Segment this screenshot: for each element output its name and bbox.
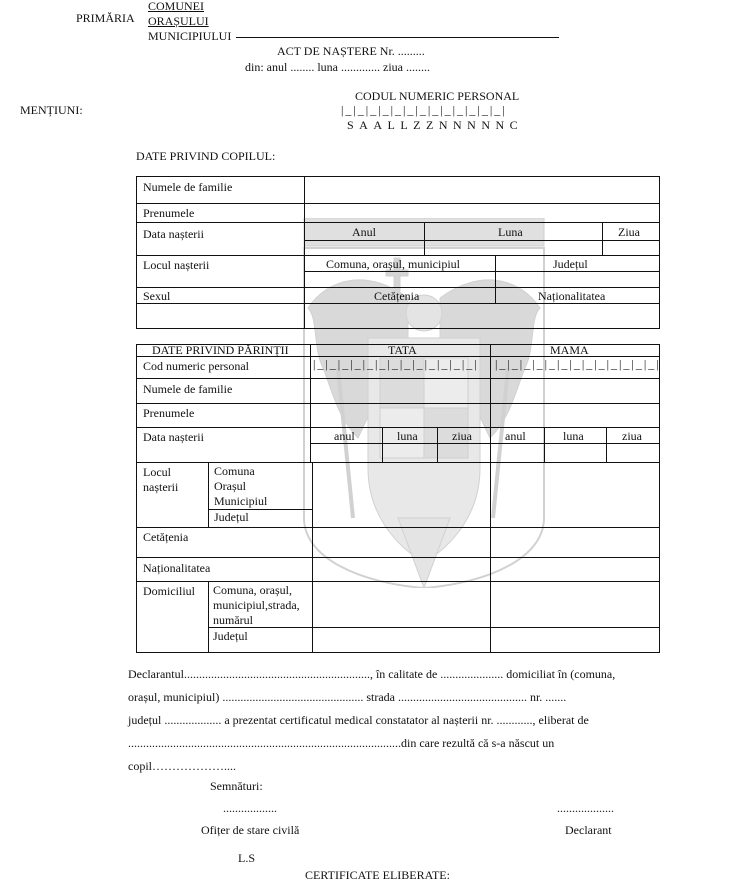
- parents-municipiul-label: Municipiul: [214, 494, 268, 508]
- parents-cod-label: Cod numeric personal: [143, 359, 249, 373]
- parents-mama-label: MAMA: [550, 343, 589, 357]
- declaration-line-4: ...........................................................................................din care rezultă că s-a născut un: [128, 736, 555, 750]
- parents-dom-label-2: municipiul,strada,: [213, 598, 300, 612]
- child-nationalitatea-label: Naționalitatea: [538, 289, 606, 303]
- declaration-line-5: copil………………....: [128, 759, 236, 773]
- child-section-title: DATE PRIVIND COPILUL:: [136, 149, 276, 163]
- mama-cnp-boxes[interactable]: |_|_|_|_|_|_|_|_|_|_|_|_|_|: [495, 357, 661, 371]
- semnaturi-label: Semnături:: [210, 779, 263, 793]
- parents-prenume-label: Prenumele: [143, 406, 195, 420]
- child-luna-label: Luna: [498, 225, 523, 239]
- tata-ziua-label: ziua: [452, 429, 472, 443]
- child-nume-label: Numele de familie: [143, 180, 233, 194]
- child-comuna-label: Comuna, orașul, municipiul: [326, 257, 460, 271]
- tata-anul-label: anul: [334, 429, 355, 443]
- parents-orasul-label: Orașul: [214, 479, 246, 493]
- parents-tata-label: TATA: [388, 343, 417, 357]
- parents-cetatenia-label: Cetățenia: [143, 530, 189, 544]
- certificate-label: CERTIFICATE ELIBERATE:: [305, 868, 450, 882]
- parents-dom-label-3: numărul: [213, 613, 253, 627]
- parents-comuna-label: Comuna: [214, 464, 255, 478]
- child-sexul-label: Sexul: [143, 289, 171, 303]
- mentiuni-label: MENȚIUNI:: [20, 103, 83, 117]
- ofiter-label: Ofițer de stare civilă: [201, 823, 300, 837]
- tata-cnp-boxes[interactable]: |_|_|_|_|_|_|_|_|_|_|_|_|_|: [313, 357, 479, 371]
- tata-luna-label: luna: [397, 429, 418, 443]
- orasului-label: ORAȘULUI: [148, 14, 209, 28]
- parents-dom-judetul-label: Județul: [213, 629, 248, 643]
- parents-nationalitatea-label: Naționalitatea: [143, 561, 211, 575]
- child-judetul-label: Județul: [553, 257, 588, 271]
- parents-domiciliul-label: Domiciliul: [143, 584, 195, 598]
- parents-nume-label: Numele de familie: [143, 382, 233, 396]
- declaration-line-1: Declarantul.............................................................., în calitate de ..................... domiciliat în (comuna,: [128, 667, 616, 681]
- act-title: ACT DE NAȘTERE Nr. .........: [277, 44, 425, 58]
- cnp-letters: SAALLZZNNNNNC: [347, 118, 524, 132]
- child-data-label: Data nașterii: [143, 227, 204, 241]
- header-rule: [236, 37, 559, 38]
- mama-luna-label: luna: [563, 429, 584, 443]
- cnp-boxes[interactable]: |_|_|_|_|_|_|_|_|_|_|_|_|_|: [341, 103, 507, 117]
- parents-data-label: Data nașterii: [143, 430, 204, 444]
- child-locul-label: Locul nașterii: [143, 258, 210, 272]
- parents-locul-label-2: nașterii: [143, 480, 179, 494]
- declarant-label: Declarant: [565, 823, 612, 837]
- cnp-label: CODUL NUMERIC PERSONAL: [355, 89, 520, 103]
- mama-ziua-label: ziua: [622, 429, 642, 443]
- comunei-label: COMUNEI: [148, 0, 204, 13]
- child-anul-label: Anul: [352, 225, 376, 239]
- parents-locul-label-1: Locul: [143, 465, 171, 479]
- child-cetatenia-label: Cetățenia: [374, 289, 420, 303]
- declaration-line-3: județul ................... a prezentat certificatul medical constatator al nașterii nr. ............, eliberat de: [128, 713, 589, 727]
- child-table: [136, 176, 660, 329]
- parents-judetul-label: Județul: [214, 510, 249, 524]
- primaria-label: PRIMĂRIA: [76, 11, 135, 25]
- declaration-line-2: orașul, municipiul) ............................................... strada ........................................... nr. .......: [128, 690, 567, 704]
- child-ziua-label: Ziua: [618, 225, 640, 239]
- ofiter-signature-line[interactable]: ..................: [223, 801, 277, 815]
- parents-header: DATE PRIVIND PĂRINȚII: [152, 343, 289, 357]
- parents-dom-label-1: Comuna, orașul,: [213, 583, 292, 597]
- child-prenume-label: Prenumele: [143, 206, 195, 220]
- ls-label: L.S: [238, 851, 256, 865]
- municipiului-label: MUNICIPIULUI: [148, 29, 232, 43]
- act-date: din: anul ........ luna ............. ziua ........: [245, 60, 430, 74]
- declarant-signature-line[interactable]: ...................: [557, 801, 614, 815]
- mama-anul-label: anul: [505, 429, 526, 443]
- declaration-paragraph: [128, 663, 661, 778]
